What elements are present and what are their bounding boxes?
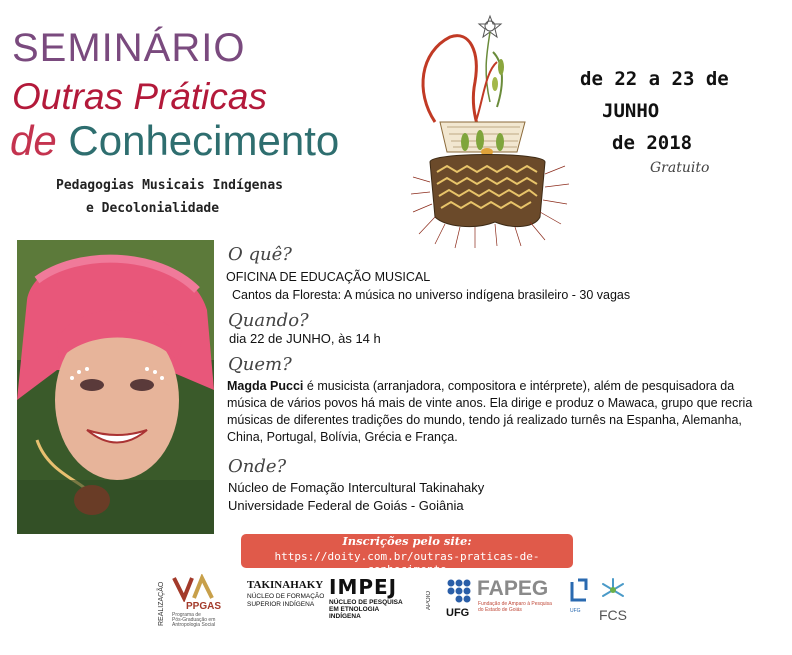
- ufg-seal-icon: [568, 578, 590, 608]
- apoio-label: APOIO: [426, 590, 432, 610]
- ppgas-sub1: Programa de: [172, 612, 201, 618]
- ppgas-sub3: Antropologia Social: [172, 622, 216, 628]
- onde-line2: Universidade Federal de Goiás - Goiânia: [228, 498, 464, 513]
- impei-sub1: NÚCLEO DE PESQUISA: [329, 599, 403, 606]
- takinahaky-sub: [247, 593, 324, 609]
- date-line3: de 2018: [612, 132, 693, 154]
- oque-line2: Cantos da Floresta: A música no universo indígena brasileiro - 30 vagas: [232, 288, 631, 302]
- fapeg-sub2: do Estado de Goiás: [478, 607, 522, 613]
- realizacao-label: REALIZAÇÃO: [158, 581, 165, 626]
- takinahaky-sub1: NÚCLEO DE FORMAÇÃO: [247, 593, 325, 600]
- oque-line1: OFICINA DE EDUCAÇÃO MUSICAL: [226, 270, 431, 284]
- ufg-logo-icon: [446, 578, 472, 604]
- takinahaky-label: TAKINAHAKY: [247, 579, 324, 591]
- registration-link[interactable]: https://doity.com.br/outras-praticas-de-conhecimento: [274, 550, 540, 576]
- ppgas-sub: [172, 613, 215, 628]
- impei-sub2: EM ETNOLOGIA: [329, 606, 380, 613]
- title-conhecimento-word: Conhecimento: [68, 117, 340, 164]
- basket-illustration: [405, 12, 585, 252]
- fcs-label: FCS: [599, 607, 627, 623]
- onde-line1: Núcleo de Fomação Intercultural Takinahaky: [228, 480, 485, 495]
- speaker-bio: é musicista (arranjadora, compositora e intérprete), além de pesquisadora da música de vários povos há mais de vinte anos. Ela dirige e produz o Mawaca, grupo que recria músicas de diferentes tradições do mundo, tendo já realizado turnês na Espanha, Alemanha, China, Portugal, Bolívia, Grécia e França.: [227, 379, 753, 444]
- title-conhecimento: [10, 117, 339, 165]
- date-line1: de 22 a 23 de: [580, 68, 729, 90]
- fcs-logo-icon: [599, 576, 627, 604]
- impei-sub3: INDÍGENA: [329, 613, 361, 620]
- title-de: de: [10, 117, 57, 164]
- quem-paragraph: [227, 378, 757, 446]
- speaker-name: Magda Pucci: [227, 379, 304, 393]
- quando-line1: dia 22 de JUNHO, às 14 h: [229, 331, 381, 346]
- ppgas-logo-icon: [172, 574, 214, 602]
- speaker-photo: [17, 240, 214, 534]
- ppgas-sub2: Pós-Graduação em: [172, 617, 216, 623]
- heading-oque: O quê?: [228, 244, 292, 265]
- fapeg-label: FAPEG: [477, 577, 549, 600]
- title-seminario: SEMINÁRIO: [12, 26, 246, 70]
- heading-quem: Quem?: [228, 354, 292, 375]
- impei-sub: [329, 599, 403, 620]
- subtitle-line2: e Decolonialidade: [86, 201, 220, 216]
- ufg-small-label: UFG: [570, 608, 581, 614]
- fapeg-sub: [478, 601, 552, 613]
- date-line2: JUNHO: [602, 100, 660, 122]
- heading-onde: Onde?: [228, 456, 287, 477]
- heading-quando: Quando?: [228, 310, 309, 331]
- registration-title: Inscrições pelo site:: [342, 534, 472, 548]
- ufg-label: UFG: [446, 607, 470, 619]
- takinahaky-sub2: SUPERIOR INDÍGENA: [247, 601, 315, 608]
- ppgas-label: PPGAS: [186, 601, 222, 612]
- price-label: Gratuito: [650, 160, 710, 176]
- impei-label: IMPEJ: [329, 575, 398, 599]
- title-outras-praticas: Outras Práticas: [12, 76, 267, 117]
- subtitle-line1: Pedagogias Musicais Indígenas: [56, 178, 283, 193]
- fapeg-sub1: Fundação de Amparo à Pesquisa: [478, 601, 552, 607]
